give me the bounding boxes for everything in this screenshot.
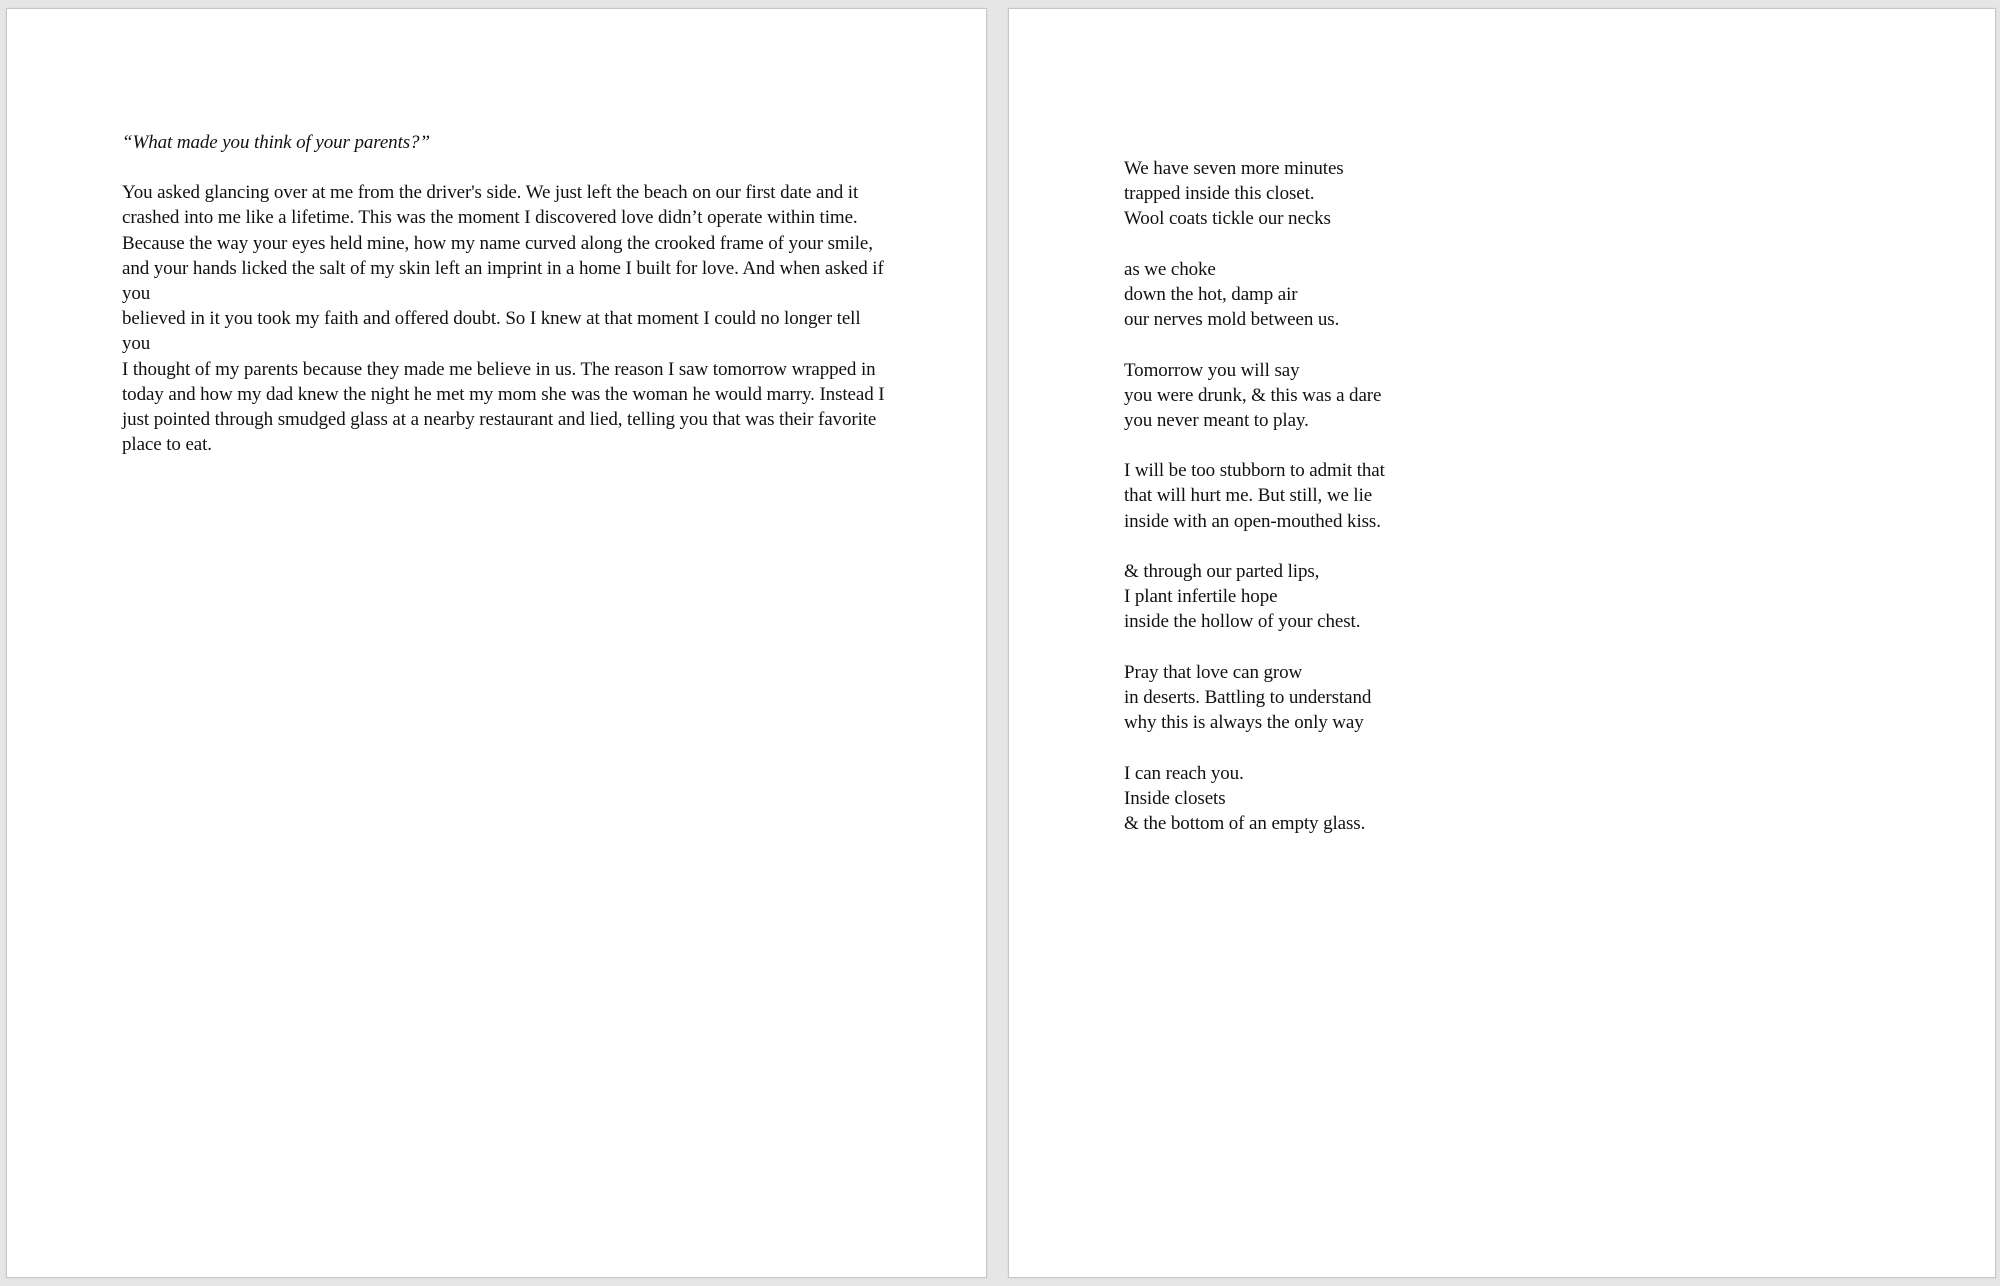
prose-block [122, 130, 885, 457]
poem-block [1124, 156, 1724, 861]
poem-line: down the hot, damp air [1124, 283, 1298, 305]
body-paragraph [122, 180, 885, 457]
poem-line: you never meant to play. [1124, 409, 1309, 431]
poem-line: in deserts. Battling to understand [1124, 686, 1372, 708]
text-line: you [122, 282, 151, 304]
text-line: crashed into me like a lifetime. This was the moment I discovered love didn’t operate within time. [122, 207, 858, 229]
poem-line: why this is always the only way [1124, 712, 1364, 734]
text-line: just pointed through smudged glass at a nearby restaurant and lied, telling you that was their favorite [122, 408, 877, 430]
poem-stanza [1124, 559, 1724, 635]
poem-line: you were drunk, & this was a dare [1124, 384, 1382, 406]
poem-stanza [1124, 458, 1724, 534]
poem-line: & through our parted lips, [1124, 561, 1320, 582]
text-line: today and how my dad knew the night he met my mom she was the woman he would marry. Instead I [122, 383, 885, 405]
text-line: you [122, 333, 151, 355]
document-page-2 [1008, 8, 1996, 1278]
poem-line: I will be too stubborn to admit that [1124, 460, 1385, 482]
text-line: believed in it you took my faith and offered doubt. So I knew at that moment I could no longer tell [122, 308, 861, 330]
poem-line: inside with an open-mouthed kiss. [1124, 510, 1381, 532]
poem-line: that will hurt me. But still, we lie [1124, 485, 1373, 507]
poem-line: Tomorrow you will say [1124, 359, 1300, 381]
poem-stanza [1124, 156, 1724, 232]
poem-stanza [1124, 761, 1724, 837]
poem-line: Wool coats tickle our necks [1124, 208, 1331, 230]
document-page-1 [6, 8, 987, 1278]
poem-line: I can reach you. [1124, 762, 1244, 784]
poem-line: I plant infertile hope [1124, 586, 1278, 608]
text-line: place to eat. [122, 434, 212, 456]
text-line: You asked glancing over at me from the driver's side. We just left the beach on our first date and it [122, 182, 859, 204]
poem-line: Pray that love can grow [1124, 661, 1303, 683]
opening-quote: “What made you think of your parents?” [122, 132, 430, 153]
poem-line: Inside closets [1124, 787, 1226, 809]
poem-stanza [1124, 358, 1724, 434]
poem-stanza [1124, 660, 1724, 736]
poem-line: our nerves mold between us. [1124, 309, 1340, 331]
poem-line: trapped inside this closet. [1124, 183, 1315, 205]
text-line: Because the way your eyes held mine, how my name curved along the crooked frame of your smile, [122, 232, 873, 254]
poem-stanza [1124, 257, 1724, 333]
poem-line: as we choke [1124, 258, 1216, 280]
poem-line: We have seven more minutes [1124, 158, 1344, 179]
poem-line: & the bottom of an empty glass. [1124, 812, 1366, 834]
poem-line: inside the hollow of your chest. [1124, 611, 1361, 633]
text-line: and your hands licked the salt of my skin left an imprint in a home I built for love. And when asked if [122, 257, 884, 279]
text-line: I thought of my parents because they made me believe in us. The reason I saw tomorrow wrapped in [122, 358, 876, 380]
